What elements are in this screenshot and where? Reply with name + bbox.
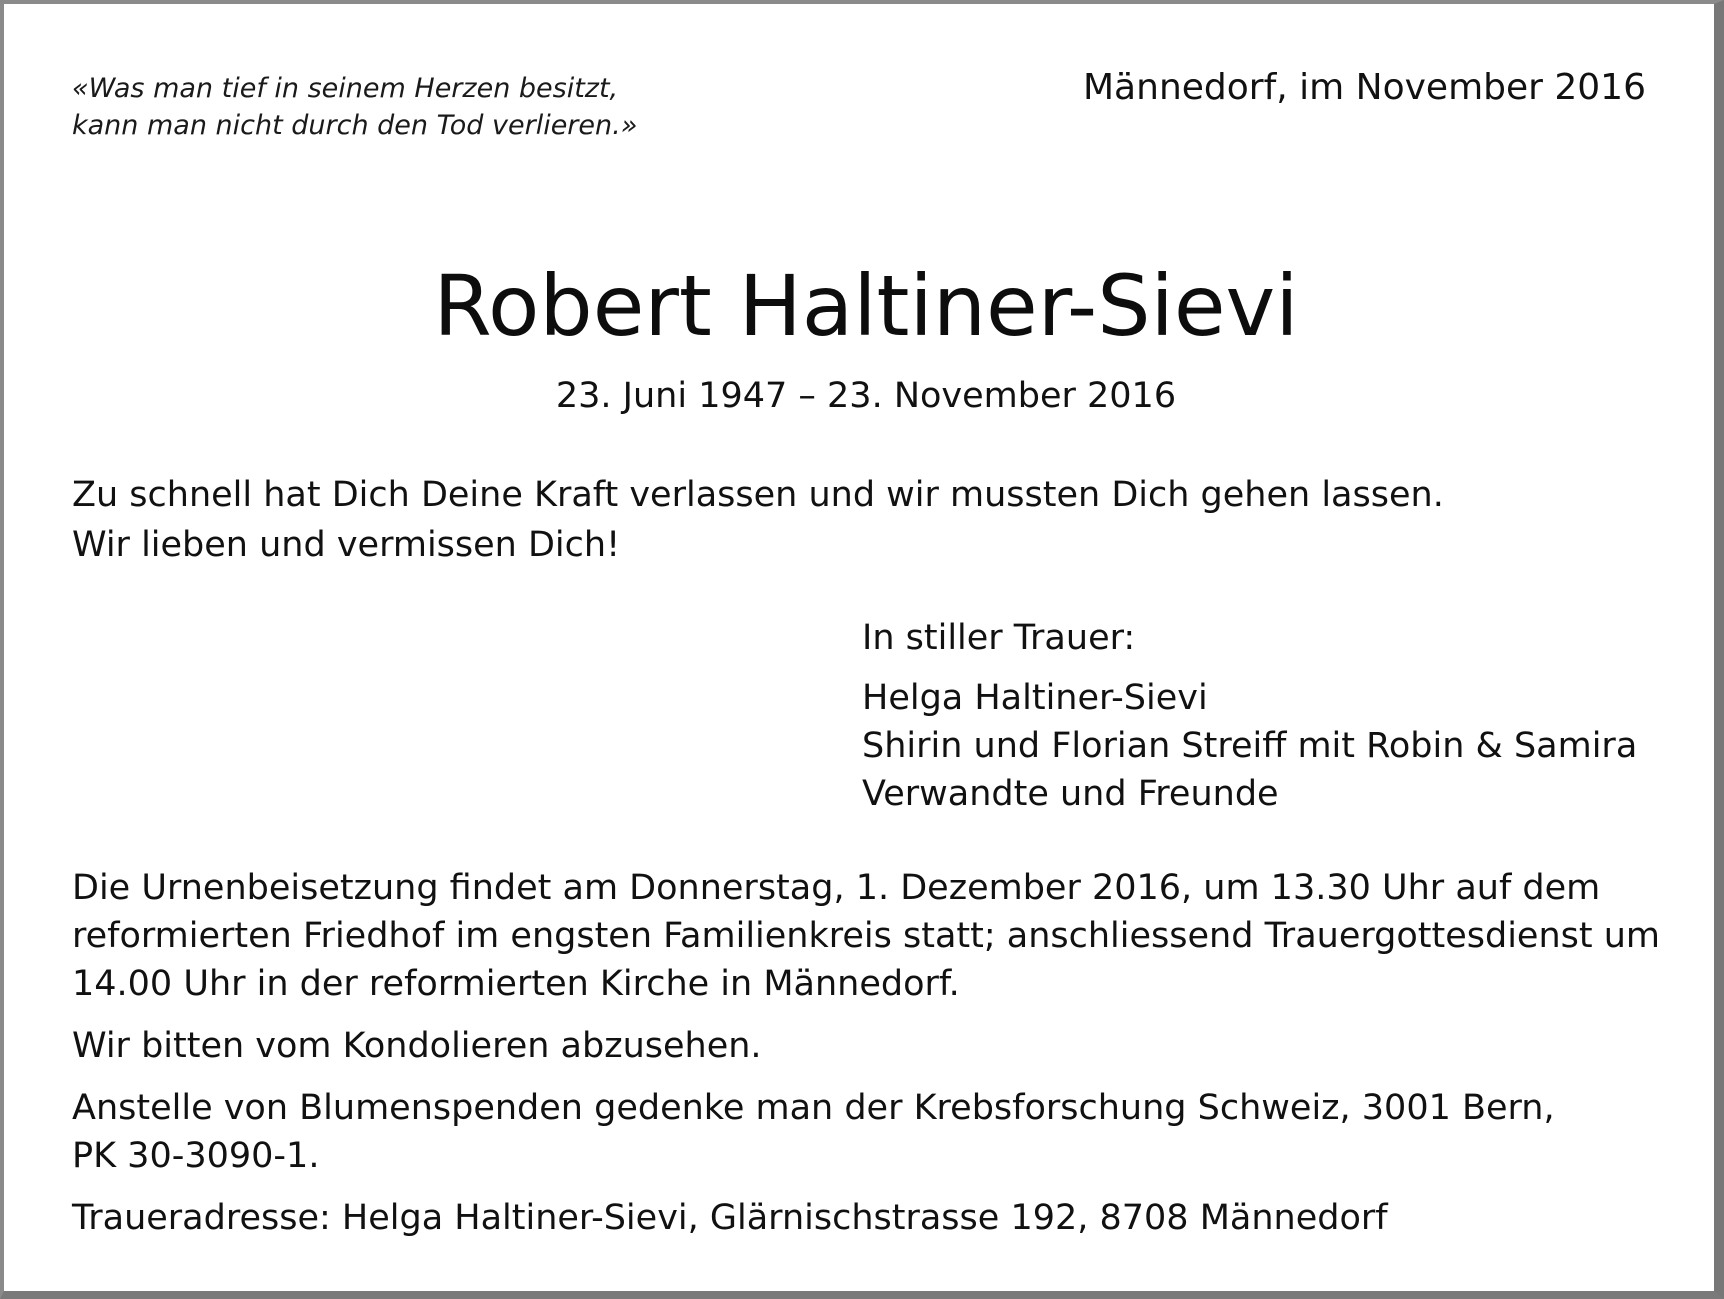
mourner-name: Helga Haltiner-Sievi — [862, 678, 1208, 718]
mourner-name: Verwandte und Freunde — [862, 774, 1279, 814]
quote-line: kann man nicht durch den Tod verlieren.» — [72, 110, 638, 141]
place-and-date: Männedorf, im November 2016 — [1083, 67, 1646, 108]
funeral-notice — [72, 864, 1660, 1256]
burial-line: reformierten Friedhof im engsten Familienkreis statt; anschliessend Trauergottesdienst um — [72, 916, 1660, 956]
condolences-paragraph: Wir bitten vom Kondolieren abzusehen. — [72, 1026, 762, 1066]
mourning-address: Traueradresse: Helga Haltiner-Sievi, Glärnischstrasse 192, 8708 Männedorf — [72, 1198, 1388, 1238]
mourners-block — [862, 614, 1637, 818]
farewell-line: Wir lieben und vermissen Dich! — [72, 525, 621, 565]
donation-paragraph — [72, 1084, 1660, 1180]
epigraph-quote — [72, 70, 637, 144]
donation-line: Anstelle von Blumenspenden gedenke man der Krebsforschung Schweiz, 3001 Bern, — [72, 1088, 1555, 1128]
deceased-name: Robert Haltiner-Sievi — [433, 257, 1299, 355]
burial-line: 14.00 Uhr in der reformierten Kirche in Männedorf. — [72, 964, 960, 1004]
burial-line: Die Urnenbeisetzung findet am Donnerstag, 1. Dezember 2016, um 13.30 Uhr auf dem — [72, 868, 1601, 908]
donation-line: PK 30-3090-1. — [72, 1136, 320, 1176]
burial-paragraph — [72, 864, 1660, 1008]
quote-line: «Was man tief in seinem Herzen besitzt, — [72, 73, 619, 104]
farewell-message — [72, 470, 1444, 570]
mourners-list — [862, 674, 1637, 818]
mourner-name: Shirin und Florian Streiff mit Robin & Samira — [862, 726, 1638, 766]
farewell-line: Zu schnell hat Dich Deine Kraft verlassen und wir mussten Dich gehen lassen. — [72, 475, 1444, 515]
mourners-heading: In stiller Trauer: — [862, 618, 1136, 658]
life-dates: 23. Juni 1947 – 23. November 2016 — [555, 376, 1177, 416]
